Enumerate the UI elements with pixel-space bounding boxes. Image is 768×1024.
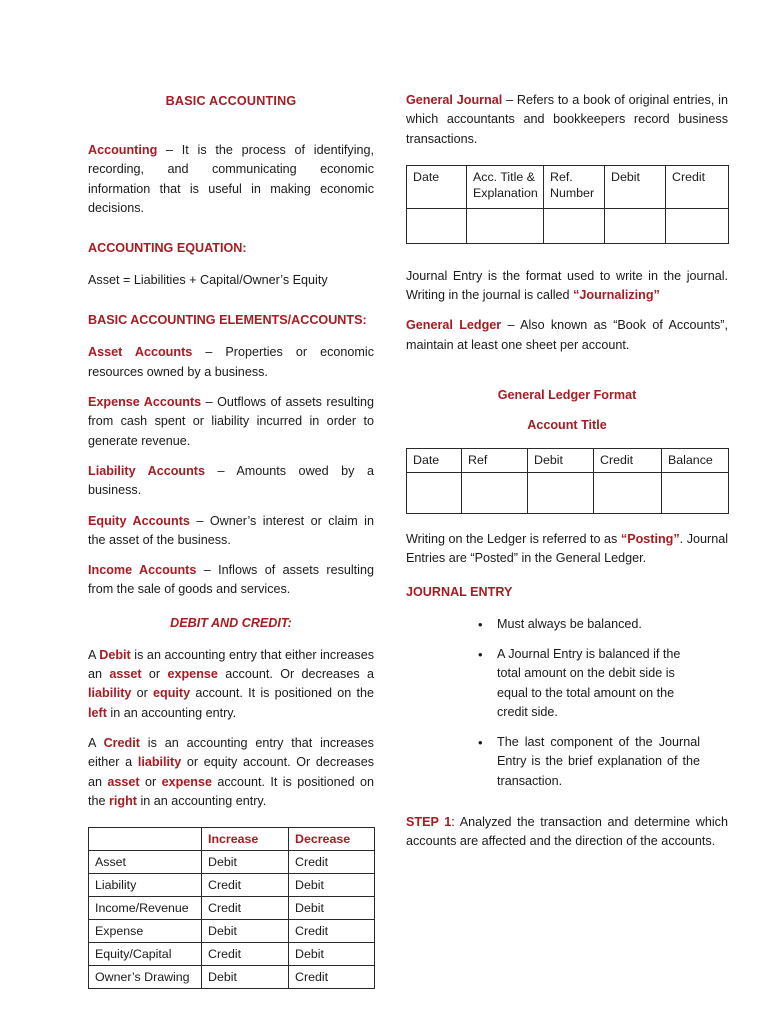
debit-keyword: Debit — [99, 647, 131, 662]
table-cell: Debit — [289, 943, 375, 966]
table-cell: Credit — [289, 851, 375, 874]
table-header-cell: Ref. Number — [544, 165, 605, 208]
general-journal-term: General Journal — [406, 93, 503, 107]
step-one-paragraph: STEP 1: Analyzed the transaction and determine which accounts are affected and the direction of the accounts. — [406, 815, 728, 849]
table-row — [89, 966, 375, 989]
accounting-term: Accounting — [88, 143, 158, 157]
asset-keyword: asset — [109, 667, 142, 682]
table-cell: Expense — [89, 920, 202, 943]
table-cell: Debit — [289, 897, 375, 920]
table-cell — [605, 208, 666, 243]
asset-keyword: asset — [107, 774, 140, 789]
table-cell — [528, 473, 594, 514]
journal-entry-heading: JOURNAL ENTRY — [406, 584, 513, 599]
list-item-label: Must always be balanced. — [497, 616, 642, 631]
table-cell: Asset — [89, 851, 202, 874]
element-body: – Amounts owed by a business. — [88, 463, 374, 498]
general-ledger-term: General Ledger — [406, 318, 502, 333]
table-cell — [407, 473, 462, 514]
table-cell: Owner’s Drawing — [89, 966, 202, 989]
table-cell: Debit — [202, 920, 289, 943]
table-header-row — [89, 828, 375, 851]
journal-entry-paragraph: Journal Entry is the format used to write in the journal. Writing in the journal is called “Journalizing” — [406, 268, 728, 303]
liability-keyword: liability — [137, 755, 182, 770]
table-header-cell: Debit — [528, 449, 594, 473]
table-cell — [662, 473, 729, 514]
table-cell: Debit — [289, 874, 375, 897]
increase-decrease-table — [88, 827, 375, 989]
posting-paragraph: Writing on the Ledger is referred to as “Posting”. Journal Entries are “Posted” in the General Ledger. — [406, 532, 729, 566]
general-ledger-definition: General Ledger – Also known as “Book of Accounts”, maintain at least one sheet per account. — [406, 318, 728, 352]
general-journal-definition: General Journal – Refers to a book of original entries, in which accountants and bookkeepers record business transactions. — [406, 93, 728, 146]
table-cell — [467, 208, 544, 243]
table-row — [89, 851, 375, 874]
list-item-label: A Journal Entry is balanced if the total amount on the debit side is equal to the total amount on the credit side. — [497, 646, 681, 719]
element-term: Asset Accounts — [88, 345, 193, 360]
table-header-cell: Date — [407, 165, 467, 208]
bullet-icon: • — [478, 616, 483, 632]
list-item — [406, 615, 728, 634]
element-term: Equity Accounts — [88, 513, 190, 528]
table-header-row — [407, 449, 729, 473]
element-income-accounts — [88, 561, 374, 600]
expense-keyword: expense — [167, 667, 218, 682]
element-term: Income Accounts — [88, 563, 197, 578]
table-cell — [544, 208, 605, 243]
table-header-cell: Increase — [202, 828, 289, 851]
accounting-equation: Asset = Liabilities + Capital/Owner’s Equity — [88, 273, 328, 288]
table-cell: Liability — [89, 874, 202, 897]
table-cell: Credit — [202, 874, 289, 897]
element-term: Expense Accounts — [88, 395, 202, 410]
table-header-cell: Credit — [666, 165, 729, 208]
table-cell: Credit — [202, 943, 289, 966]
element-equity-accounts — [88, 512, 374, 551]
table-cell: Debit — [202, 966, 289, 989]
element-body: – Outflows of assets resulting from cash spent or liability incurred in order to generate revenue. — [88, 395, 374, 448]
table-header-cell: Debit — [605, 165, 666, 208]
table-cell: Income/Revenue — [89, 897, 202, 920]
table-cell — [462, 473, 528, 514]
accounting-elements-heading: BASIC ACCOUNTING ELEMENTS/ACCOUNTS: — [88, 313, 367, 328]
element-expense-accounts — [88, 393, 374, 451]
accounting-definition — [88, 141, 374, 218]
table-row — [89, 897, 375, 920]
debit-paragraph: A Debit is an accounting entry that either increases an asset or expense account. Or decreases a liability or equity account. It is positioned on the left in an accounting entry. — [88, 647, 374, 720]
credit-paragraph: A Credit is an accounting entry that increases either a liability or equity account. Or decreases an asset or expense account. It is positioned on the right in an accounting entry. — [88, 735, 374, 808]
equity-keyword: equity — [153, 686, 191, 701]
posting-keyword: “Posting” — [620, 532, 680, 547]
account-title-heading: Account Title — [527, 418, 607, 433]
list-item-label: The last component of the Journal Entry is the brief explanation of the transaction. — [497, 735, 700, 788]
general-ledger-format-heading: General Ledger Format — [497, 388, 637, 403]
table-header-cell — [89, 828, 202, 851]
left-keyword: left — [88, 705, 107, 720]
element-body: – Owner’s interest or claim in the asset of the business. — [88, 513, 374, 547]
table-row — [407, 473, 729, 514]
table-row — [89, 943, 375, 966]
table-cell: Debit — [202, 851, 289, 874]
liability-keyword: liability — [88, 686, 132, 701]
table-cell — [594, 473, 662, 514]
table-row — [89, 874, 375, 897]
table-header-cell: Credit — [594, 449, 662, 473]
right-keyword: right — [109, 793, 137, 808]
step-one-label: STEP 1 — [406, 815, 452, 830]
list-item — [406, 645, 728, 722]
table-cell — [666, 208, 729, 243]
element-body: – Properties or economic resources owned by a business. — [88, 345, 374, 379]
general-ledger-table — [406, 448, 729, 514]
table-header-row — [407, 165, 729, 208]
journalizing-keyword: “Journalizing” — [573, 288, 660, 303]
table-header-cell: Date — [407, 449, 462, 473]
left-column — [88, 94, 374, 989]
list-item — [406, 733, 728, 791]
journal-entry-bullet-list — [406, 615, 728, 791]
element-asset-accounts — [88, 343, 374, 382]
table-cell: Credit — [202, 897, 289, 920]
table-header-cell: Acc. Title & Explanation — [467, 165, 544, 208]
element-term: Liability Accounts — [88, 463, 206, 478]
page-title: BASIC ACCOUNTING — [165, 94, 297, 108]
element-body: – Inflows of assets resulting from the sale of goods and services. — [88, 563, 374, 597]
table-row — [407, 208, 729, 243]
table-header-cell: Balance — [662, 449, 729, 473]
expense-keyword: expense — [161, 774, 212, 789]
debit-and-credit-heading: DEBIT AND CREDIT: — [170, 615, 292, 630]
table-header-cell: Ref — [462, 449, 528, 473]
accounting-equation-heading: ACCOUNTING EQUATION: — [88, 241, 247, 256]
table-cell — [407, 208, 467, 243]
table-cell: Credit — [289, 920, 375, 943]
credit-keyword: Credit — [103, 735, 140, 750]
general-journal-table — [406, 165, 729, 244]
right-column — [406, 91, 728, 852]
table-cell: Credit — [289, 966, 375, 989]
table-row — [89, 920, 375, 943]
table-cell: Equity/Capital — [89, 943, 202, 966]
bullet-icon: • — [478, 735, 483, 751]
element-liability-accounts — [88, 462, 374, 501]
bullet-icon: • — [478, 646, 483, 662]
accounting-body: – It is the process of identifying, recording, and communicating economic information that is useful in making economic decisions. — [88, 143, 374, 215]
table-header-cell: Decrease — [289, 828, 375, 851]
